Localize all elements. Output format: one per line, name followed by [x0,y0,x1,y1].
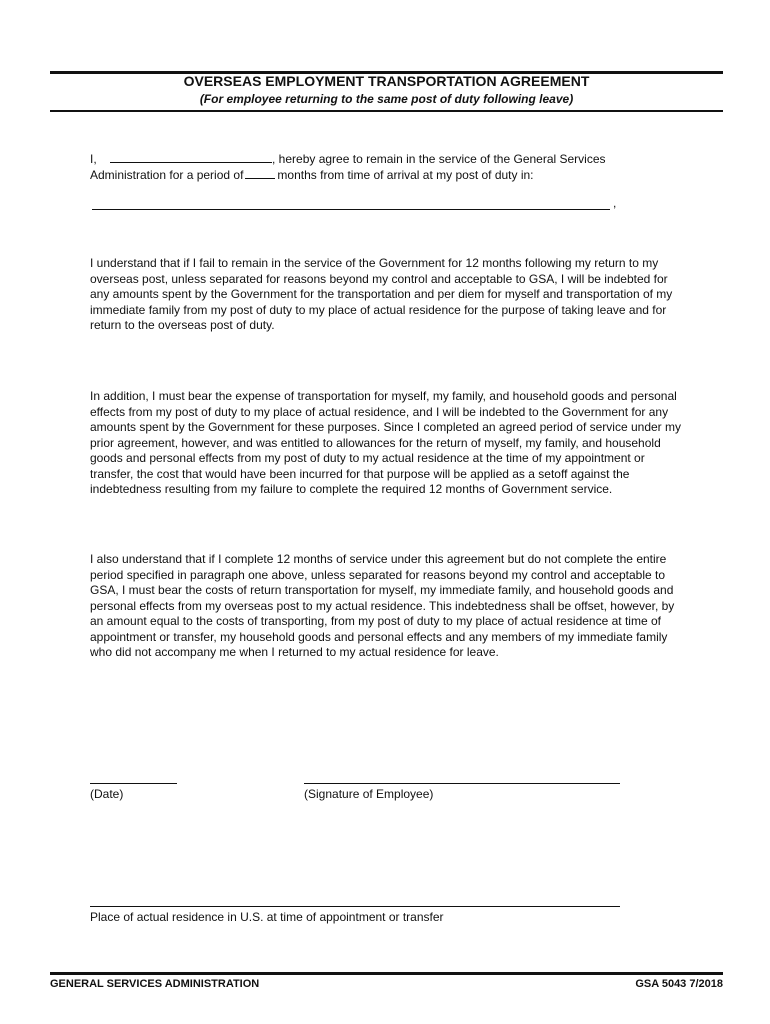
paragraph-1 [90,256,690,334]
residence-field[interactable] [90,906,620,907]
post-of-duty-field[interactable] [92,209,610,210]
footer-form-number: GSA 5043 7/2018 [635,978,723,990]
intro-part3: months from time of arrival at my post of duty in: [277,167,534,182]
employee-signature-label: (Signature of Employee) [304,787,434,801]
employee-signature-field[interactable] [304,783,620,784]
intro-part1: , hereby agree to remain in the service of the General Services [272,152,606,166]
title-rule [50,110,723,112]
footer-agency: GENERAL SERVICES ADMINISTRATION [50,978,260,990]
paragraph-1-text: I understand that if I fail to remain in the service of the Government for 12 months following my return to my overseas post, unless separated for reasons beyond my control and acceptable to GSA, I will be indebted for any amounts spent by the Government for the transportation and per diem for myself and transportation of my immediate family from my post of duty to my place of actual residence for the purpose of taking leave and for return to the overseas post of duty. [90,256,673,332]
paragraph-3 [90,552,690,661]
intro-i: I, [90,152,97,166]
paragraph-2 [90,389,690,498]
date-label: (Date) [90,787,124,801]
paragraph-3-text: I also understand that if I complete 12 months of service under this agreement but do not complete the entire period specified in paragraph one above, unless separated for reasons beyond my control and acceptable to GSA, I must bear the costs of return transportation for myself, my immediate family, and household goods and personal effects from my overseas post to my actual residence. This indebtedness shall be offset, however, by an amount equal to the costs of transporting, from my post of duty to my place of actual residence at time of appointment or transfer, my household goods and personal effects and any members of my immediate family who did not accompany me when I returned to my actual residence for leave. [90,552,675,659]
form-subtitle: (For employee returning to the same post of duty following leave) [199,92,574,106]
paragraph-2-text: In addition, I must bear the expense of transportation for myself, my family, and household goods and personal effects from my post of duty to my place of actual residence, and I will be indebted to the Government for any amounts spent by the Government for these purposes. Since I completed an agreed period of service under my prior agreement, however, and was entitled to allowances for the return of myself, my family, and household goods and personal effects from my post of duty to my actual residence at the time of my appointment or transfer, the cost that would have been incurred for that purpose will be applied as a setoff against the indebtedness resulting from my failure to complete the required 12 months of Government service. [90,389,681,496]
months-field[interactable] [245,168,275,179]
form-title: OVERSEAS EMPLOYMENT TRANSPORTATION AGREEMENT [183,73,590,89]
bottom-rule [50,972,723,975]
residence-label: Place of actual residence in U.S. at time of appointment or transfer [90,910,444,924]
post-of-duty-comma: , [613,196,617,210]
employee-name-field[interactable] [110,152,272,163]
intro-part2: Administration for a period of [90,167,244,182]
intro-statement [90,152,690,183]
date-field[interactable] [90,783,177,784]
